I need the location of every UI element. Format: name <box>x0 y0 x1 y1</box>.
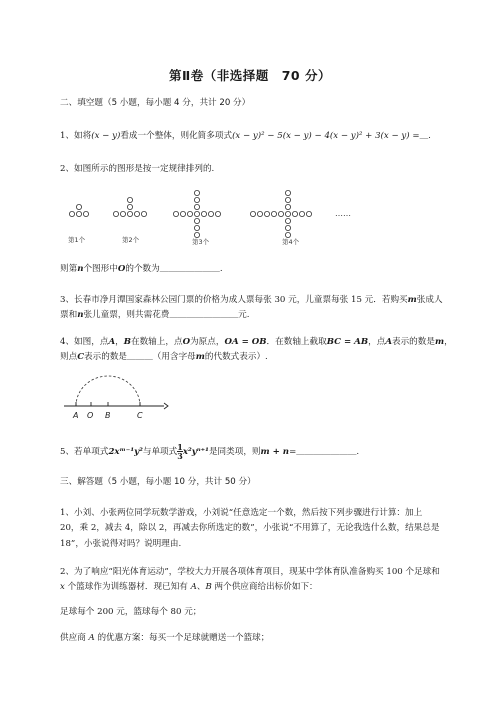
axis-label-a: A <box>73 411 79 420</box>
axis-label-b: B <box>105 411 111 420</box>
pattern-ellipsis: …… <box>335 209 351 218</box>
pattern-3-circles <box>173 190 220 237</box>
question-3-1-line1: 1、小刘、小张两位同学玩数学游戏，小刘说“任意选定一个数，然后按下列步骤进行计算：加上 <box>60 508 423 518</box>
pattern-figure <box>60 190 360 250</box>
pattern-2-circles <box>113 197 146 216</box>
number-line-svg <box>60 370 170 422</box>
pattern-1-circles <box>69 204 88 216</box>
question-2-2-ask: 则第n个图形中O的个数为＿＿＿＿＿＿＿. <box>60 264 223 274</box>
pattern-label-2: 第2个 <box>122 236 140 244</box>
compass-arc <box>76 376 140 406</box>
axis-label-o: O <box>87 411 94 420</box>
question-3-2-line2: x 个篮球作为训练器材．现已知有 A、B 两个供应商给出标价如下： <box>60 582 318 592</box>
axis-arrow-icon <box>164 403 168 409</box>
question-2-1: 1、如将(x − y)看成一个整体，则化简多项式(x − y)² − 5(x − y) − 4(x − y)² + 3(x − y) =＿. <box>60 131 431 141</box>
pattern-label-4: 第4个 <box>282 238 300 246</box>
fraction-one-third: $\frac{1}{3}$ <box>177 442 183 461</box>
pattern-label-3: 第3个 <box>192 238 210 246</box>
question-2-5: 5、若单项式2xᵐ⁻¹y²与单项式 $\frac{1}{3}$ x²yⁿ⁺¹是同类项，则m + n=＿＿＿＿＿＿＿. <box>60 442 360 461</box>
pattern-label-1: 第1个 <box>68 236 86 244</box>
question-3-1-line3: 18”，小张说得对吗？说明理由. <box>60 539 182 549</box>
question-3-1-line2: 20，乘 2，减去 4，除以 2，再减去你所选定的数”，小张说“不用算了，无论我选什么数，结果总是 <box>60 523 440 533</box>
section-answer-heading: 三、解答题（5 小题，每小题 10 分，共计 50 分） <box>60 477 256 487</box>
question-2-2: 2、如图所示的图形是按一定规律排列的. <box>60 164 215 174</box>
paper-title: 第Ⅱ卷（非选择题 70 分） <box>169 68 331 83</box>
polynomial-expression: (x − y)² − 5(x − y) − 4(x − y)² + 3(x − y) = <box>232 131 420 141</box>
circle-pattern-svg <box>60 190 360 246</box>
question-2-4-line1: 4、如图，点A，B在数轴上，点O为原点，OA = OB．在数轴上截取BC = AB，点A表示的数是m， <box>60 337 453 347</box>
question-2-4-line2: 则点C表示的数是＿＿＿（用含字母m的代数式表示）. <box>60 352 268 362</box>
pattern-4-circles <box>250 190 311 237</box>
question-2-3-line1: 3、长春市净月潭国家森林公园门票的价格为成人票每张 30 元，儿童票每张 15 元．若购买m张成人 <box>60 295 443 305</box>
question-3-2-line3: 足球每个 200 元，篮球每个 80 元； <box>60 607 202 617</box>
question-3-2-line4: 供应商 A 的优惠方案：每买一个足球就赠送一个篮球； <box>60 633 270 643</box>
section-fill-heading: 二、填空题（5 小题，每小题 4 分，共计 20 分） <box>60 98 251 108</box>
axis-label-c: C <box>137 411 143 420</box>
question-3-2-line1: 2、为了响应“阳光体育运动”，学校大力开展各项体育项目，现某中学体育队准备购买 100 个足球和 <box>60 567 440 577</box>
question-2-3-line2: 票和n张儿童票，则共需花费＿＿＿＿＿＿＿＿元. <box>60 310 250 320</box>
number-line-figure <box>60 370 170 426</box>
